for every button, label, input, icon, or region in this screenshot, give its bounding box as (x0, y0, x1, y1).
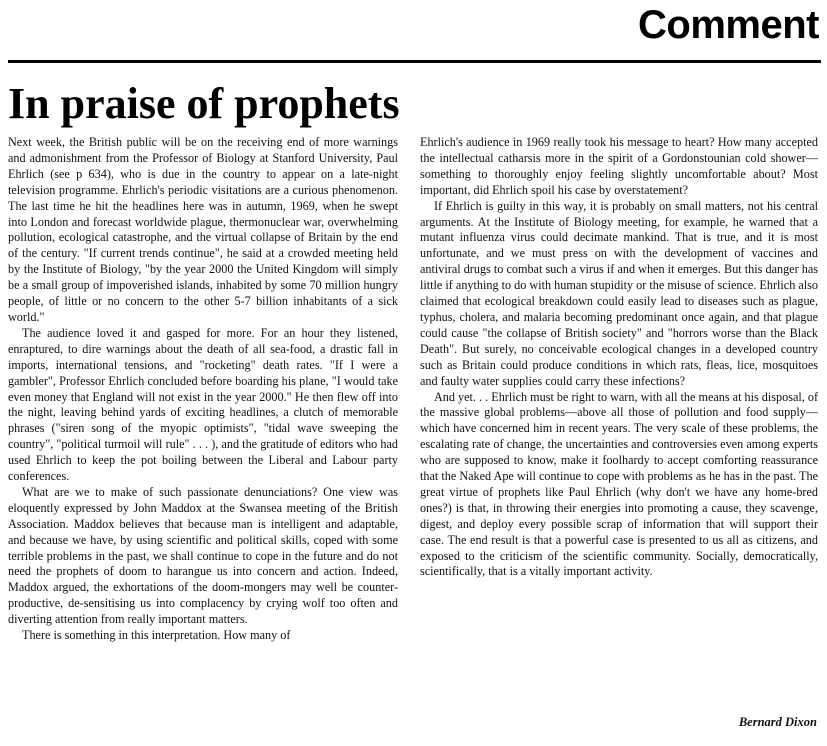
paragraph: The audience loved it and gasped for more. For an hour they listened, enraptured, to dire warnings about the death of all sea-food, a drastic fall in imports, international tensions, and "rocketing" death rates. "If I were a gambler", Professor Ehrlich concluded before boarding his plane, "I would take even money that England will not exist in the year 2000." He then flew off into the night, leaving behind yards of exciting headlines, a clutch of memorable phrases ("siren song of the myopic optimists", "tidal wave sweeping the country", "political turmoil will rule" . . . ), and the gratitude of editors who had used Ehrlich to keep the pot boiling between the Liberal and Labour party conferences. (8, 325, 398, 484)
article-column-right (420, 135, 818, 580)
header-rule (8, 60, 821, 63)
section-label: Comment (638, 3, 819, 47)
article-column-left (8, 135, 398, 644)
paragraph: And yet. . . Ehrlich must be right to warn, with all the means at his disposal, of the massive global problems—above all those of pollution and food supply—which have concerned him in recent years. The very scale of these problems, the escalating rate of change, the uncertainties and controversies even among experts who are supposed to know, make it foolhardy to accept comforting reassurance that the Naked Ape will continue to cope with problems as he has in the past. The great virtue of prophets like Paul Ehrlich (why don't we have any home-bred ones?) is that, in throwing their energies into promoting a cause, they scavenge, digest, and deploy every possible scrap of information that will support their case. The end result is that a powerful case is presented to us all as citizens, and exposed to the criticism of the scientific community. Socially, democratically, scientifically, that is a vitally important activity. (420, 389, 818, 579)
paragraph: Ehrlich's audience in 1969 really took his message to heart? How many accepted the intellectual catharsis more in the spirit of a Gordonstounian cold shower—something to thoroughly enjoy feeling slightly uncomfortable about? Most important, did Ehrlich spoil his case by overstatement? (420, 135, 818, 197)
paragraph: Next week, the British public will be on the receiving end of more warnings and admonishment from the Professor of Biology at Stanford University, Paul Ehrlich (see p 634), who is due in the country to appear on a late-night television programme. Ehrlich's periodic visitations are a curious phenomenon. The last time he hit the headlines here was in autumn, 1969, when he swept into London and forecast worldwide plague, thermonuclear war, overwhelming pollution, ecological catastrophe, and the virtual collapse of Britain by the end of the century. "If current trends continue", he said at a crowded meeting held by the Institute of Biology, "by the year 2000 the United Kingdom will simply be a small group of impoverished islands, inhabited by some 70 million hungry people, of little or no concern to the other 5-7 billion inhabitants of a sick world." (8, 135, 398, 324)
paragraph: What are we to make of such passionate denunciations? One view was eloquently expressed by John Maddox at the Swansea meeting of the British Association. Maddox believes that because man is intelligent and adaptable, and because we have, by using scientific and political skills, coped with some terrible problems in the past, we shall continue to cope in the future and do not need the prophets of doom to harangue us into concern and action. Indeed, Maddox argued, the exhortations of the doom-mongers may well be counter-productive, de-sensitising us into complacency by crying wolf too often and diverting attention from really important matters. (8, 484, 398, 627)
paragraph: There is something in this interpretation. How many of (22, 628, 291, 643)
author-byline: Bernard Dixon (738, 715, 817, 729)
paragraph: If Ehrlich is guilty in this way, it is probably on small matters, not his central arguments. At the Institute of Biology meeting, for example, he warned that a mutant influenza virus could decimate mankind. That is true, and it is most unfortunate, and we must press on with the development of vaccines and antiviral drugs to combat such a virus if and when it emerges. But this danger has little if anything to do with human stupidity or the misuse of science. Ehrlich also claimed that ecological breakdown could easily lead to diseases such as plague, typhus, cholera, and malaria becoming predominant once again, and that plague could cause "the collapse of British society" and "horrors worse than the Black Death". But surely, no conceivable ecological changes in a developed country such as Britain could produce conditions in which rats, fleas, lice, mosquitoes and faulty water supplies could carry these infections? (420, 198, 818, 388)
article-headline: In praise of prophets (8, 79, 400, 128)
